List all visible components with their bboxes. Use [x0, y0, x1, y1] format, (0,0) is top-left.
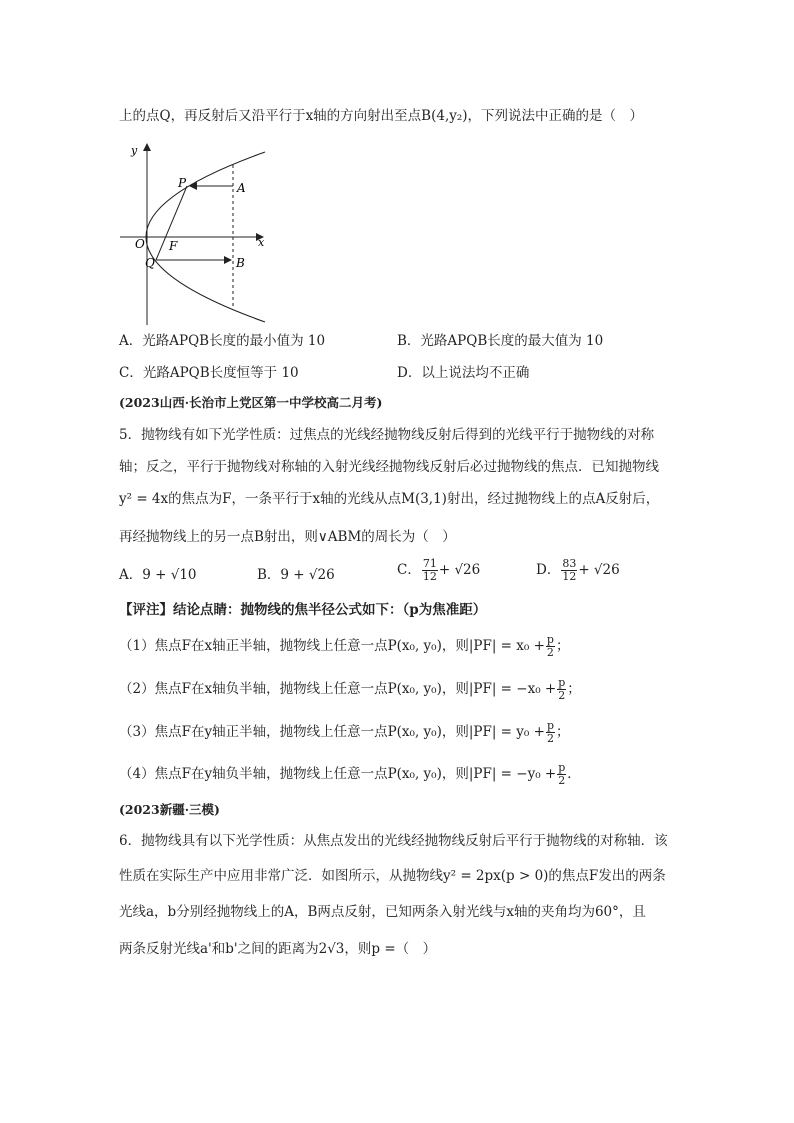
label-P: P [178, 176, 187, 190]
label-F: F [169, 239, 178, 253]
label-Q: Q [145, 256, 155, 270]
q6-source: (2023新疆·三模) [119, 802, 220, 817]
q5-option-c-label: C． [397, 562, 421, 578]
q4-option-a[interactable]: A．光路APQB长度的最小值为 10 [119, 333, 326, 349]
q4-option-c[interactable]: C．光路APQB长度恒等于 10 [119, 365, 299, 381]
note-item-3: （3）焦点F在y轴正半轴，抛物线上任意一点P(x₀, y₀)，则|PF| = y₀ + $\frac{p}{2}$ ； [119, 719, 570, 745]
q4-stem: 上的点Q，再反射后又沿平行于x轴的方向射出至点B(4,y₂)，下列说法中正确的是（ ） [119, 108, 644, 124]
note-title: 【评注】结论点睛：抛物线的焦半径公式如下：（p为焦准距） [119, 602, 487, 618]
label-x: x [258, 236, 265, 249]
q5-line-3: y² = 4x的焦点为F，一条平行于x轴的光线从点M(3,1)射出，经过抛物线上的点A反射后， [119, 491, 660, 507]
q5-option-d[interactable] [536, 558, 620, 583]
note-frac-2: $\frac{p}{2}$ [558, 676, 566, 702]
q5-line-1: 5．抛物线有如下光学性质：过焦点的光线经抛物线反射后得到的光线平行于抛物线的对称 [119, 427, 655, 443]
label-A: A [237, 181, 246, 195]
label-O: O [135, 237, 145, 251]
note-item-4: （4）焦点F在y轴负半轴，抛物线上任意一点P(x₀, y₀)，则|PF| = −y₀ + $\frac{p}{2}$ ． [119, 761, 581, 787]
q6-line-1: 6．抛物线具有以下光学性质：从焦点发出的光线经抛物线反射后平行于抛物线的对称轴．该 [119, 833, 668, 849]
q4-option-b[interactable]: B．光路APQB长度的最大值为 10 [397, 333, 604, 349]
q5-source: (2023山西·长治市上党区第一中学校高二月考) [119, 395, 383, 410]
parabola-figure [115, 140, 275, 330]
label-y: y [131, 144, 138, 157]
q5-option-a[interactable]: A．9 + √10 [119, 567, 197, 583]
q5-option-b[interactable]: B．9 + √26 [257, 567, 335, 583]
q6-line-2: 性质在实际生产中应用非常广泛．如图所示，从抛物线y² = 2px(p > 0)的焦点F发出的两条 [119, 868, 666, 884]
q5-line-2: 轴；反之，平行于抛物线对称轴的入射光线经抛物线反射后必过抛物线的焦点．已知抛物线 [119, 459, 659, 475]
note-frac-3: $\frac{p}{2}$ [546, 719, 554, 745]
q4-option-d[interactable]: D．以上说法均不正确 [397, 365, 530, 381]
q5-option-c-fraction: $\frac{71}{12}$ [422, 557, 437, 583]
q5-option-d-fraction: $\frac{83}{12}$ [562, 557, 577, 583]
q6-line-3: 光线a，b分别经抛物线上的A，B两点反射，已知两条入射光线与x轴的夹角均为60°，且 [119, 904, 646, 920]
note-item-1: （1）焦点F在x轴正半轴，抛物线上任意一点P(x₀, y₀)，则|PF| = x₀ + $\frac{p}{2}$ ； [119, 633, 570, 659]
q5-option-c-tail: + √26 [438, 562, 481, 578]
q5-option-d-tail: + √26 [578, 562, 620, 578]
q5-option-c[interactable] [397, 558, 480, 583]
q5-option-d-label: D． [536, 562, 561, 578]
note-frac-1: $\frac{p}{2}$ [546, 633, 554, 659]
label-B: B [236, 256, 245, 270]
note-frac-4: $\frac{p}{2}$ [558, 761, 566, 787]
q5-line-4: 再经抛物线上的另一点B射出，则∨ABM的周长为（ ） [119, 529, 456, 545]
note-item-2: （2）焦点F在x轴负半轴，抛物线上任意一点P(x₀, y₀)，则|PF| = −x₀ + $\frac{p}{2}$ ； [119, 676, 581, 702]
q6-line-4: 两条反射光线a'和b'之间的距离为2√3，则p =（ ） [119, 941, 437, 957]
